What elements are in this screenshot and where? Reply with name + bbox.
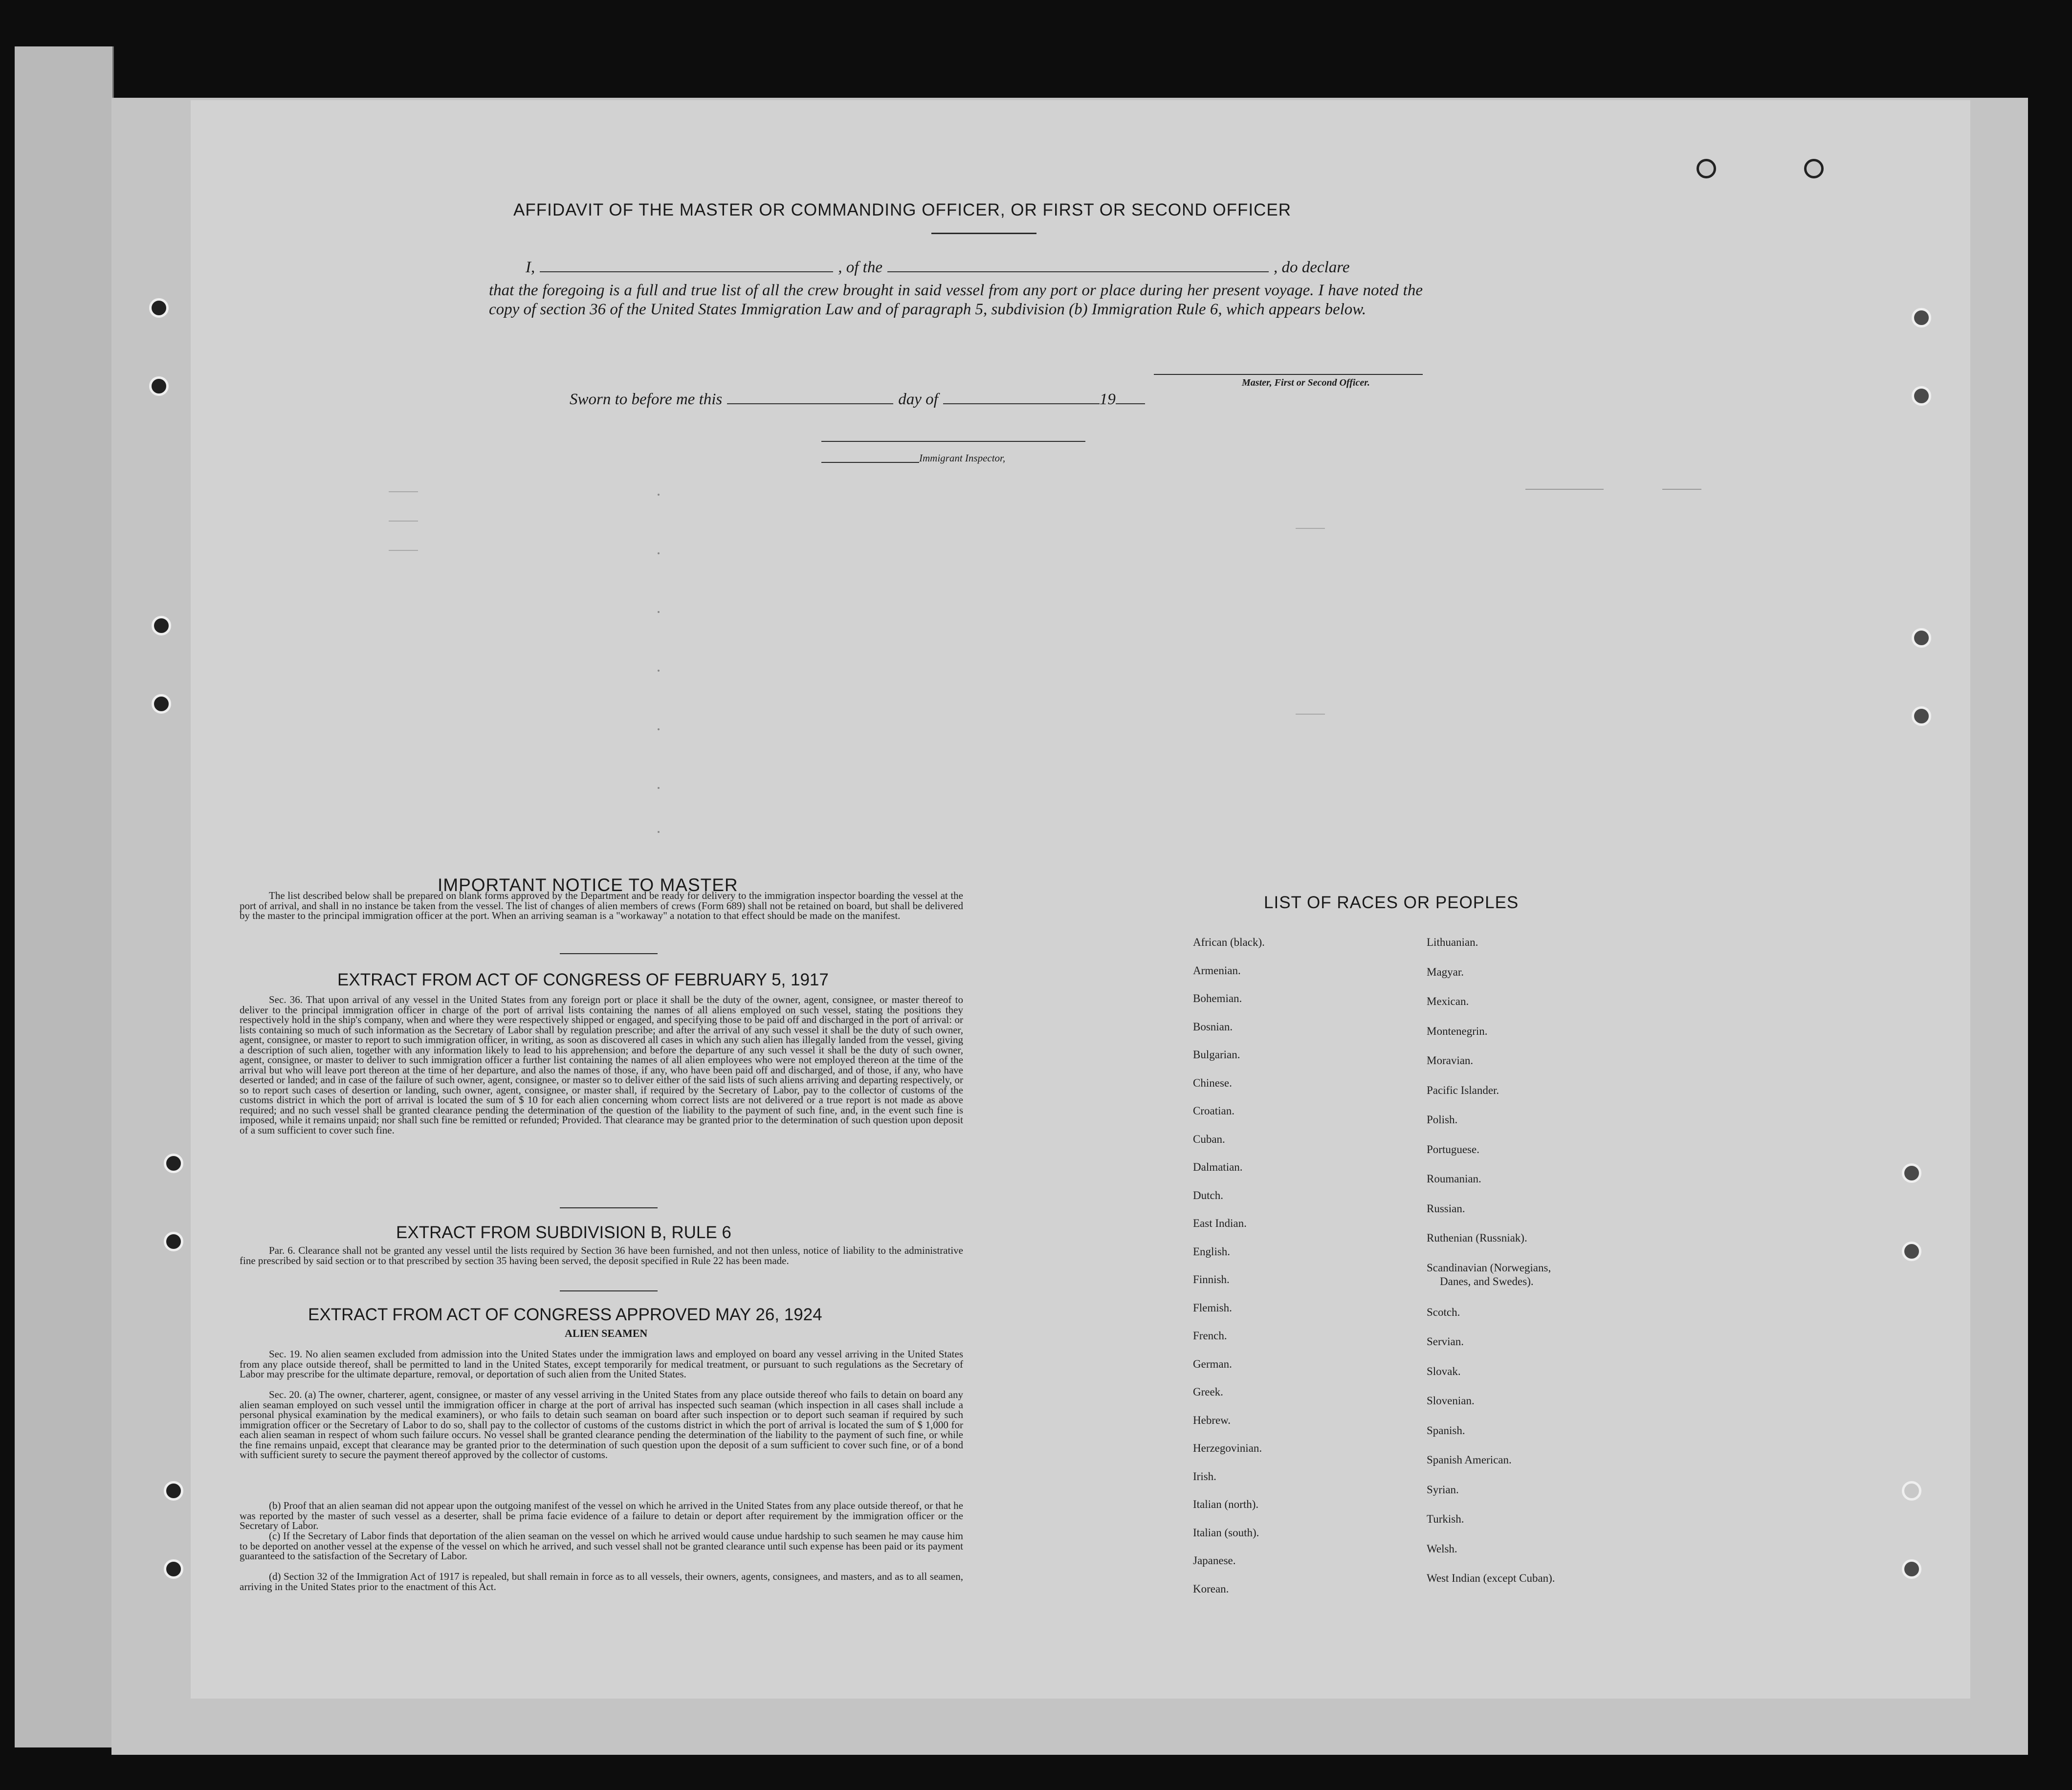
race-item: Slovak. bbox=[1427, 1365, 1461, 1377]
race-item: Finnish. bbox=[1193, 1273, 1230, 1286]
bleed-through-mark bbox=[658, 494, 660, 496]
declare-label: , do declare bbox=[1273, 259, 1350, 276]
race-item: Danes, and Swedes). bbox=[1440, 1275, 1534, 1288]
section-rule bbox=[560, 953, 658, 954]
punch-hole bbox=[149, 376, 169, 396]
declarant-prefix: I, bbox=[526, 259, 535, 276]
bleed-through-mark bbox=[389, 550, 418, 551]
punch-hole bbox=[152, 694, 171, 714]
race-item: Italian (south). bbox=[1193, 1526, 1259, 1539]
notice-title: IMPORTANT NOTICE TO MASTER bbox=[438, 875, 738, 895]
race-item: Spanish. bbox=[1427, 1424, 1465, 1437]
signature-label: Master, First or Second Officer. bbox=[1242, 377, 1370, 388]
sworn-day-label: day of bbox=[898, 391, 938, 408]
extract-1924-subtitle: ALIEN SEAMEN bbox=[565, 1327, 648, 1339]
bleed-through-mark bbox=[1296, 528, 1325, 529]
affidavit-title: AFFIDAVIT OF THE MASTER OR COMMANDING OFFICER, OR FIRST OR SECOND OFFICER bbox=[513, 200, 1292, 219]
race-item: East Indian. bbox=[1193, 1217, 1247, 1229]
race-item: Russian. bbox=[1427, 1202, 1465, 1215]
extract-1924-sec20c: (c) If the Secretary of Labor finds that deportation of the alien seaman on the vessel on which he arrived would cause undue hardship to such seamen he may cause him to be deported on another vessel at the expense of the vessel on which he arrived, and such vessel shall not be granted clearance until such expense has been paid or its payment guaranteed to the satisfaction of the Secretary of Labor. bbox=[240, 1530, 963, 1562]
extract-rule6-title: EXTRACT FROM SUBDIVISION B, RULE 6 bbox=[396, 1223, 731, 1242]
punch-hole bbox=[164, 1481, 183, 1501]
race-item: Dutch. bbox=[1193, 1189, 1223, 1201]
race-item: Moravian. bbox=[1427, 1054, 1474, 1067]
race-item: Cuban. bbox=[1193, 1133, 1225, 1145]
race-item: Spanish American. bbox=[1427, 1454, 1512, 1466]
punch-hole bbox=[1912, 628, 1931, 648]
race-item: Hebrew. bbox=[1193, 1414, 1231, 1426]
bleed-through-mark bbox=[1662, 489, 1701, 490]
punch-hole bbox=[1912, 386, 1931, 406]
punch-hole bbox=[1912, 308, 1931, 327]
bleed-through-mark bbox=[389, 521, 418, 522]
race-item: Welsh. bbox=[1427, 1542, 1457, 1555]
extract-1924-sec20a: Sec. 20. (a) The owner, charterer, agent, consignee, or master of any vessel arriving in the United States from any place outside thereof who fails to detain on board any alien seaman employed on such vessel until the immigration officer in charge at the port of arrival has inspected such seaman (which inspection in all cases shall include a personal physical examination by the medical examiners), or who fails to detain such seaman on board after such inspection or to deport such seaman if required by such immigration officer or the Secretary of Labor to do so, shall pay to the collector of customs of the customs district in which the port of arrival is located the sum of $ 1,000 for each alien seaman in respect of whom such failure occurs. No vessel shall be granted clearance pending the determination of the liability to the payment of such fine, or while the fine remains unpaid, except that clearance may be granted prior to the determination of such question upon the deposit of a sum sufficient to cover such fine, or of a bond with sufficient surety to secure the payment thereof approved by the collector of customs. bbox=[240, 1389, 963, 1461]
race-item: Ruthenian (Russniak). bbox=[1427, 1232, 1527, 1244]
race-item: Bohemian. bbox=[1193, 992, 1242, 1004]
sworn-year-blank[interactable] bbox=[1116, 389, 1145, 404]
signature-line[interactable] bbox=[1154, 374, 1423, 375]
affidavit-declaration-line bbox=[526, 257, 1425, 277]
race-item: Japanese. bbox=[1193, 1554, 1236, 1567]
race-item: Pacific Islander. bbox=[1427, 1084, 1499, 1096]
extract-1924-sec20d: (d) Section 32 of the Immigration Act of 1917 is repealed, but shall remain in force as to all vessels, their owners, agents, consignees, and masters, and as to all seamen, arriving in the United States prior to the enactment of this Act. bbox=[240, 1571, 963, 1593]
title-rule bbox=[931, 233, 1036, 234]
extract-1917-title: EXTRACT FROM ACT OF CONGRESS OF FEBRUARY 5, 1917 bbox=[337, 970, 829, 989]
vessel-name-blank[interactable] bbox=[887, 257, 1269, 272]
bleed-through-mark bbox=[389, 491, 418, 492]
punch-hole bbox=[1804, 159, 1824, 178]
punch-hole bbox=[152, 616, 171, 635]
race-item: Magyar. bbox=[1427, 965, 1464, 978]
race-item: French. bbox=[1193, 1330, 1227, 1342]
race-item: Syrian. bbox=[1427, 1483, 1459, 1496]
sworn-month-blank[interactable] bbox=[943, 389, 1100, 404]
punch-hole bbox=[164, 1154, 183, 1173]
bleed-through-mark bbox=[658, 611, 660, 613]
binder-strip bbox=[15, 46, 114, 1747]
race-item: Greek. bbox=[1193, 1386, 1223, 1398]
affidavit-body: that the foregoing is a full and true list of all the crew brought in said vessel from any port or place during her present voyage. I have noted the copy of section 36 of the United States Immigration Law and of paragraph 5, subdivision (b) Immigration Rule 6, which appears below. bbox=[489, 282, 1423, 318]
bleed-through-mark bbox=[658, 552, 660, 554]
race-item: West Indian (except Cuban). bbox=[1427, 1572, 1555, 1584]
extract-1924-sec19: Sec. 19. No alien seamen excluded from admission into the United States under the immigration laws and employed on board any vessel arriving in the United States from any place outside thereof, shall be permitted to land in the United States, except temporarily for medical treatment, or pursuant to such regulations as the Secretary of Labor may prescribe for the ultimate departure, removal, or deportation of such alien from the United States. bbox=[240, 1348, 963, 1380]
notice-body: The list described below shall be prepared on blank forms approved by the Department and be ready for delivery to the immigration inspector boarding the vessel at the port of arrival, and shall in no instance be taken from the vessel. The list of changes of alien members of crews (Form 689) shall not be retained on board, but shall be delivered by the master to the principal immigration officer at the port. When an arriving seaman is a "workaway" a notation to that effect should be made on the manifest. bbox=[240, 890, 963, 921]
extract-rule6-body: Par. 6. Clearance shall not be granted any vessel until the lists required by Section 36 have been furnished, and not then unless, notice of liability to the administrative fine prescribed by said section or to that prescribed by section 35 having been served, the deposit specified in Rule 22 has been made. bbox=[240, 1244, 963, 1266]
race-item: Scandinavian (Norwegians, bbox=[1427, 1261, 1551, 1274]
punch-hole bbox=[1912, 706, 1931, 726]
punch-hole bbox=[1697, 159, 1716, 178]
race-item: Lithuanian. bbox=[1427, 936, 1478, 948]
punch-hole bbox=[1902, 1481, 1921, 1501]
race-item: Italian (north). bbox=[1193, 1498, 1259, 1510]
race-item: Montenegrin. bbox=[1427, 1025, 1488, 1037]
race-item: Turkish. bbox=[1427, 1513, 1464, 1525]
bleed-through-mark bbox=[1525, 489, 1604, 490]
race-item: Bosnian. bbox=[1193, 1020, 1233, 1033]
race-item: Armenian. bbox=[1193, 964, 1241, 977]
race-item: Mexican. bbox=[1427, 995, 1469, 1007]
declarant-name-blank[interactable] bbox=[540, 257, 833, 272]
extract-1924-title: EXTRACT FROM ACT OF CONGRESS APPROVED MAY 26, 1924 bbox=[308, 1305, 822, 1324]
extract-1917-body: Sec. 36. That upon arrival of any vessel in the United States from any foreign port or place it shall be the duty of the owner, agent, consignee, or master thereof to deliver to the principal immigration officer in charge of the port of arrival lists containing the names of all aliens employed on such vessel, stating the positions they respectively hold in the ship's company, when and where they were respectively shipped or engaged, and specifying those to be paid off and discharged in the port of arrival: or lists containing so much of such information as the Secretary of Labor shall by regulation prescribe; and after the arrival of any such vessel it shall be the duty of such owner, agent, consignee, or master to report to such immigration officer, in writing, as soon as discovered all cases in which any such alien has illegally landed from the vessel, giving a description of such alien, together with any information likely to lead to his apprehension; and before the departure of any such vessel it shall be the duty of such owner, agent, consignee, or master to deliver to such immigration officer a further list containing the names of all alien employees who were not employed thereon at the time of the arrival but who will leave port thereon at the time of her departure, and also the names of those, if any, who have been paid off and discharged, and of those, if any, who have deserted or landed; and in case of the failure of such owner, agent, consignee, or master so to deliver either of the said lists of such aliens arriving and departing respectively, or so to report such cases of desertion or landing, such owner, agent, consignee, or master shall, if required by the Secretary of Labor, pay to the collector of customs of the customs district in which the port of arrival is located the sum of $ 10 for each alien concerning whom correct lists are not delivered or a true report is not made as above required; and no such vessel shall be granted clearance pending the determination of the question of the liability to the payment of such fine, and, in the event such fine is imposed, while it remains unpaid; nor shall such fine be remitted or refunded; Provided. That clearance may be granted prior to the determination of such question upon deposit of a sum sufficient to cover such fine. bbox=[240, 994, 963, 1136]
race-item: German. bbox=[1193, 1357, 1232, 1370]
race-item: Scotch. bbox=[1427, 1306, 1460, 1318]
bleed-through-mark bbox=[1296, 714, 1325, 715]
sworn-line bbox=[570, 389, 1150, 409]
bleed-through-mark bbox=[658, 728, 660, 730]
extract-1924-sec20b: (b) Proof that an alien seaman did not appear upon the outgoing manifest of the vessel on which he arrived in the United States from any place outside thereof, or that he was reported by the master of such vessel as a deserter, shall be prima facie evidence of a failure to detain or deport after requirement by the immigration officer or the Secretary of Labor. bbox=[240, 1500, 963, 1531]
race-item: Bulgarian. bbox=[1193, 1048, 1240, 1061]
race-item: Dalmatian. bbox=[1193, 1161, 1243, 1173]
race-item: Portuguese. bbox=[1427, 1143, 1479, 1156]
sworn-prefix: Sworn to before me this bbox=[570, 391, 723, 408]
inspector-signature-line[interactable] bbox=[821, 441, 1085, 442]
race-item: African (black). bbox=[1193, 936, 1265, 948]
section-rule bbox=[560, 1290, 658, 1291]
sworn-year-label: 19 bbox=[1099, 391, 1116, 408]
races-title: LIST OF RACES OR PEOPLES bbox=[1264, 893, 1519, 912]
declarant-of-label: , of the bbox=[838, 259, 882, 276]
section-rule bbox=[560, 1207, 658, 1208]
race-item: Flemish. bbox=[1193, 1301, 1232, 1314]
punch-hole bbox=[1902, 1559, 1921, 1579]
inspector-label: Immigrant Inspector, bbox=[919, 452, 1006, 464]
punch-hole bbox=[164, 1559, 183, 1579]
punch-hole bbox=[164, 1232, 183, 1251]
race-item: Chinese. bbox=[1193, 1076, 1232, 1089]
race-item: Irish. bbox=[1193, 1470, 1216, 1483]
punch-hole bbox=[1902, 1242, 1921, 1261]
punch-hole bbox=[149, 298, 169, 318]
bleed-through-mark bbox=[658, 787, 660, 789]
bleed-through-mark bbox=[658, 831, 660, 833]
race-item: Polish. bbox=[1427, 1113, 1458, 1126]
race-item: Herzegovinian. bbox=[1193, 1442, 1262, 1454]
race-item: English. bbox=[1193, 1245, 1231, 1258]
sworn-date-blank[interactable] bbox=[727, 389, 893, 404]
race-item: Slovenian. bbox=[1427, 1395, 1475, 1407]
race-item: Roumanian. bbox=[1427, 1173, 1481, 1185]
race-item: Croatian. bbox=[1193, 1105, 1234, 1117]
inspector-short-line bbox=[821, 462, 919, 463]
race-item: Servian. bbox=[1427, 1335, 1464, 1348]
punch-hole bbox=[1902, 1163, 1921, 1183]
bleed-through-mark bbox=[658, 670, 660, 672]
race-item: Korean. bbox=[1193, 1582, 1229, 1595]
